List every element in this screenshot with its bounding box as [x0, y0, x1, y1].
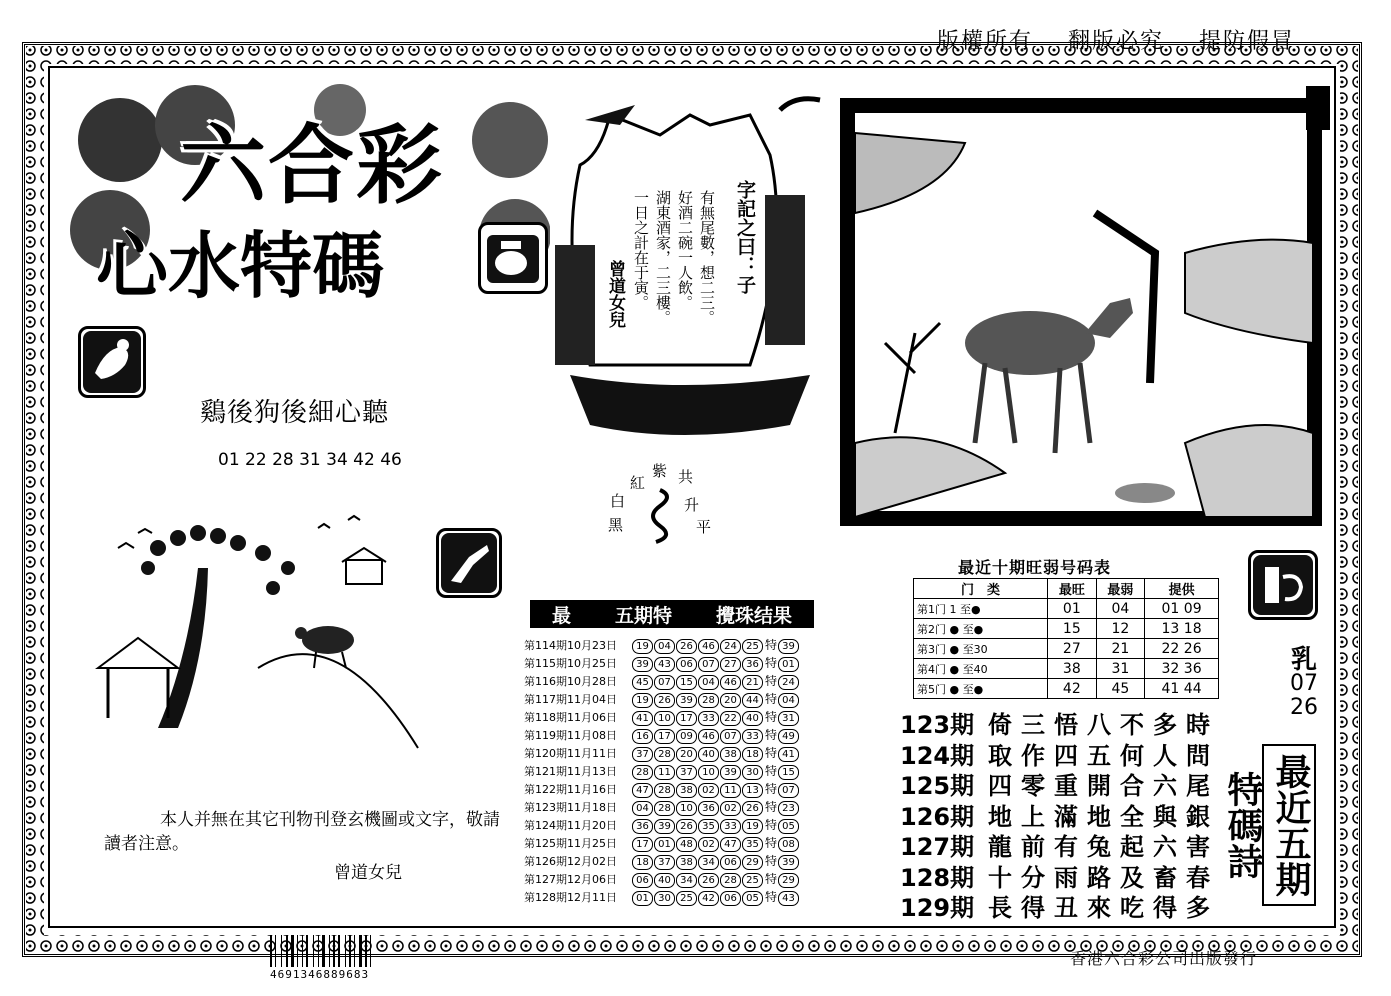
ball-number: 02 — [698, 783, 719, 798]
poem-period: 123期 — [900, 711, 975, 739]
ball-number: 19 — [742, 819, 763, 834]
special-label: 特 — [765, 872, 778, 886]
special-number: 29 — [778, 873, 799, 888]
ball-number: 46 — [720, 675, 741, 690]
table-row — [524, 870, 816, 888]
balls-cell — [632, 690, 816, 708]
barcode-bar — [354, 935, 355, 967]
balls-cell — [632, 654, 816, 672]
ten-header-hot: 最旺 — [1048, 579, 1097, 599]
ball-number: 17 — [632, 837, 653, 852]
ball-number: 33 — [698, 711, 719, 726]
table-row — [914, 679, 1219, 699]
give-cell: 41 44 — [1145, 679, 1219, 699]
barcode-number: 4691346889683 — [270, 968, 370, 981]
table-row — [524, 708, 816, 726]
ball-number: 28 — [698, 693, 719, 708]
cold-cell: 21 — [1096, 639, 1145, 659]
notice-signature: 曾道女兒 — [334, 863, 402, 883]
ball-number: 05 — [742, 891, 763, 906]
barcode-bar — [349, 935, 351, 967]
table-row — [524, 690, 816, 708]
balls-cell — [632, 852, 816, 870]
balls-cell — [632, 870, 816, 888]
ship-signature: 曾道女兒 — [605, 260, 625, 328]
door-cell: 第5门 ● 至● — [914, 679, 1048, 699]
tree-landscape-illustration — [88, 508, 428, 758]
hot-cell: 01 — [1048, 599, 1097, 619]
ball-number: 06 — [676, 657, 697, 672]
hand-icon — [78, 326, 146, 398]
deer-illustration — [855, 113, 1313, 517]
barcode-bar — [302, 935, 303, 967]
ten-period-table — [913, 578, 1219, 699]
ball-number: 28 — [654, 783, 675, 798]
cold-cell: 45 — [1096, 679, 1145, 699]
poem-period: 128期 — [900, 863, 975, 892]
poem-verse: 龍前有兔起六害 — [988, 833, 1219, 861]
special-label: 特 — [765, 692, 778, 706]
ball-number: 26 — [676, 819, 697, 834]
ball-number: 39 — [720, 765, 741, 780]
ball-number: 06 — [720, 891, 741, 906]
ball-number: 26 — [654, 693, 675, 708]
barcode-bar — [281, 935, 282, 967]
ball-number: 42 — [698, 891, 719, 906]
ten-header-cold: 最弱 — [1096, 579, 1145, 599]
special-label: 特 — [765, 710, 778, 724]
title-main: 六合彩 — [180, 116, 444, 216]
ball-number: 25 — [742, 639, 763, 654]
special-label: 特 — [765, 836, 778, 850]
poem-verse: 取作四五何人問 — [988, 741, 1219, 770]
poem-verse: 倚三悟八不多時 — [988, 711, 1219, 739]
ball-number: 07 — [698, 657, 719, 672]
poem-verse: 十分雨路及畜春 — [988, 863, 1219, 892]
barcode-bar — [270, 935, 272, 967]
ball-number: 04 — [632, 801, 653, 816]
balls-cell — [632, 780, 816, 798]
ball-number: 39 — [676, 693, 697, 708]
results-heading-1: 最 — [551, 604, 571, 627]
results-heading-2: 五期特 — [614, 604, 672, 627]
period-cell: 第122期11月16日 — [524, 783, 617, 796]
table-row — [524, 726, 816, 744]
poem-verse: 長得丑來吃得多 — [988, 894, 1219, 922]
ship-line-2: 好酒二碗一人飲。 — [676, 190, 694, 310]
ball-number: 44 — [742, 693, 763, 708]
special-number: 39 — [778, 855, 799, 870]
ball-number: 38 — [720, 747, 741, 762]
special-number: 07 — [778, 783, 799, 798]
ball-number: 06 — [720, 855, 741, 870]
cold-cell: 04 — [1096, 599, 1145, 619]
ball-number: 04 — [654, 639, 675, 654]
ball-number: 18 — [632, 855, 653, 870]
barcode-bar — [297, 935, 298, 967]
ball-number: 36 — [632, 819, 653, 834]
give-cell: 01 09 — [1145, 599, 1219, 619]
ball-number: 47 — [720, 837, 741, 852]
door-cell: 第2门 ● 至● — [914, 619, 1048, 639]
ten-header-door: 门 类 — [914, 579, 1048, 599]
barcode-bar — [345, 935, 346, 967]
ball-number: 28 — [654, 801, 675, 816]
copyright-3: 提防假冒 — [1198, 29, 1295, 54]
ball-number: 18 — [742, 747, 763, 762]
barcode-bar — [333, 935, 335, 967]
special-number: 43 — [778, 891, 799, 906]
ball-number: 35 — [742, 837, 763, 852]
ship-line-3: 湖東酒家，二三樓。 — [654, 190, 672, 325]
barcode-bar — [313, 935, 314, 967]
table-row — [524, 636, 816, 654]
poem-period: 125期 — [900, 772, 975, 800]
ball-number: 47 — [632, 783, 653, 798]
ball-number: 11 — [720, 783, 741, 798]
barcode-bar — [338, 935, 340, 967]
poem-verse: 地上滿地全與銀 — [988, 802, 1219, 831]
snake-icon — [640, 486, 680, 546]
barcode-bar — [306, 935, 308, 967]
special-label: 特 — [765, 764, 778, 778]
table-row — [524, 798, 816, 816]
treasure-icon — [478, 222, 548, 294]
balls-cell — [632, 726, 816, 744]
poem-period: 127期 — [900, 833, 975, 861]
ship-sail-text — [565, 150, 775, 385]
period-cell: 第126期12月02日 — [524, 855, 617, 868]
period-cell: 第120期11月11日 — [524, 747, 617, 760]
special-number: 05 — [778, 819, 799, 834]
ball-number: 10 — [676, 801, 697, 816]
ball-number: 40 — [742, 711, 763, 726]
special-number: 08 — [778, 837, 799, 852]
ball-number: 02 — [698, 837, 719, 852]
table-row — [914, 599, 1219, 619]
ball-number: 17 — [654, 729, 675, 744]
barcode-bar — [318, 935, 319, 967]
ball-number: 37 — [654, 855, 675, 870]
ball-number: 19 — [632, 693, 653, 708]
special-number: 41 — [778, 747, 799, 762]
period-cell: 第121期11月13日 — [524, 765, 617, 778]
title-sub: 心水特碼 — [96, 224, 385, 308]
ball-number: 41 — [632, 711, 653, 726]
period-cell: 第124期11月20日 — [524, 819, 617, 832]
table-row — [524, 672, 816, 690]
ball-number: 34 — [676, 873, 697, 888]
color-rise: 升 — [684, 496, 700, 514]
ball-number: 06 — [632, 873, 653, 888]
ball-number: 28 — [720, 873, 741, 888]
ball-number: 07 — [720, 729, 741, 744]
special-number: 39 — [778, 639, 799, 654]
table-row — [524, 852, 816, 870]
special-number: 23 — [778, 801, 799, 816]
ball-number: 33 — [742, 729, 763, 744]
results-heading — [530, 600, 814, 628]
ball-number: 25 — [676, 891, 697, 906]
ball-number: 26 — [742, 801, 763, 816]
special-label: 特 — [765, 854, 778, 868]
corner-ornament — [1300, 86, 1334, 132]
poem-verse: 四零重開合六尾 — [988, 772, 1219, 800]
table-row — [524, 780, 816, 798]
period-cell: 第128期12月11日 — [524, 891, 617, 904]
poem-row — [900, 771, 1219, 802]
special-label: 特 — [765, 674, 778, 688]
ball-number: 19 — [632, 639, 653, 654]
barcode-bar — [291, 935, 294, 967]
table-row — [524, 816, 816, 834]
period-cell: 第115期10月25日 — [524, 657, 617, 670]
ball-number: 33 — [720, 819, 741, 834]
table-row — [524, 744, 816, 762]
ball-number: 28 — [654, 747, 675, 762]
ball-number: 39 — [654, 819, 675, 834]
ball-number: 09 — [676, 729, 697, 744]
color-white: 白 — [610, 492, 626, 510]
give-cell: 22 26 — [1145, 639, 1219, 659]
period-cell: 第127期12月06日 — [524, 873, 617, 886]
barcode-bar — [275, 935, 276, 967]
barcode-bar — [286, 935, 288, 967]
ball-number: 24 — [720, 639, 741, 654]
side-code-glyph: 乳 — [1290, 645, 1317, 675]
ball-number: 27 — [720, 657, 741, 672]
balls-cell — [632, 888, 816, 906]
ball-number: 43 — [654, 657, 675, 672]
ball-number: 21 — [742, 675, 763, 690]
ball-number: 02 — [720, 801, 741, 816]
ball-number: 36 — [742, 657, 763, 672]
poem-period: 124期 — [900, 741, 975, 770]
hot-cell: 15 — [1048, 619, 1097, 639]
copyright-1: 版權所有 — [936, 29, 1033, 54]
table-row — [914, 659, 1219, 679]
door-cell: 第3门 ● 至30 — [914, 639, 1048, 659]
special-number: 31 — [778, 711, 799, 726]
special-number: 04 — [778, 693, 799, 708]
barcode-bar — [370, 935, 371, 967]
poem-period: 129期 — [900, 894, 975, 922]
ten-table-title: 最近十期旺弱号码表 — [958, 558, 1112, 577]
ball-number: 01 — [654, 837, 675, 852]
period-cell: 第118期11月06日 — [524, 711, 617, 724]
poem-row — [900, 741, 1219, 772]
special-label: 特 — [765, 818, 778, 832]
table-row — [524, 762, 816, 780]
special-number: 01 — [778, 657, 799, 672]
poem-row — [900, 802, 1219, 833]
deer-picture — [840, 98, 1322, 526]
table-row — [524, 834, 816, 852]
ball-number: 29 — [742, 855, 763, 870]
color-red: 紅 — [630, 474, 646, 492]
ship-line-1: 有無尾數，想二三。 — [698, 190, 716, 325]
ball-number: 38 — [676, 855, 697, 870]
ball-number: 36 — [698, 801, 719, 816]
pointing-hand-icon — [436, 528, 502, 598]
special-label: 特 — [765, 728, 778, 742]
special-number: 15 — [778, 765, 799, 780]
ball-number: 46 — [698, 729, 719, 744]
side-code — [1284, 645, 1324, 720]
barcode-bar — [365, 935, 367, 967]
notice — [104, 808, 504, 856]
special-label: 特 — [765, 890, 778, 904]
ball-number: 30 — [654, 891, 675, 906]
poem-list — [900, 710, 1219, 924]
ship-heading: 字記之曰：子 — [734, 180, 756, 294]
hot-cell: 38 — [1048, 659, 1097, 679]
period-cell: 第116期10月28日 — [524, 675, 617, 688]
ball-number: 25 — [742, 873, 763, 888]
side-title: 最近五期特碼詩 — [1262, 744, 1316, 906]
ball-number: 26 — [676, 639, 697, 654]
ball-number: 34 — [698, 855, 719, 870]
ball-number: 15 — [676, 675, 697, 690]
ball-number: 35 — [698, 819, 719, 834]
barcode-bar — [329, 935, 330, 967]
special-label: 特 — [765, 638, 778, 652]
ball-number: 46 — [698, 639, 719, 654]
side-code-1: 07 — [1290, 671, 1318, 696]
period-cell: 第125期11月25日 — [524, 837, 617, 850]
poem-row — [900, 893, 1219, 924]
ball-number: 39 — [632, 657, 653, 672]
hot-cell: 27 — [1048, 639, 1097, 659]
copyright-2: 翻版必究 — [1067, 29, 1164, 54]
table-row — [524, 654, 816, 672]
ball-number: 20 — [676, 747, 697, 762]
special-label: 特 — [765, 656, 778, 670]
special-label: 特 — [765, 782, 778, 796]
balls-cell — [632, 762, 816, 780]
special-number: 24 — [778, 675, 799, 690]
ball-number: 28 — [632, 765, 653, 780]
hot-cell: 42 — [1048, 679, 1097, 699]
ball-number: 13 — [742, 783, 763, 798]
ball-number: 10 — [698, 765, 719, 780]
ball-number: 38 — [676, 783, 697, 798]
door-cell: 第1门 1 至● — [914, 599, 1048, 619]
ball-number: 10 — [654, 711, 675, 726]
balls-cell — [632, 834, 816, 852]
balls-cell — [632, 744, 816, 762]
poem-row — [900, 710, 1219, 741]
ball-number: 48 — [676, 837, 697, 852]
ball-number: 40 — [698, 747, 719, 762]
door-cell: 第4门 ● 至40 — [914, 659, 1048, 679]
ball-number: 37 — [632, 747, 653, 762]
publisher: 香港六合彩公司出版發行 — [1070, 949, 1258, 968]
balls-cell — [632, 816, 816, 834]
ten-header-give: 提供 — [1145, 579, 1219, 599]
ball-number: 37 — [676, 765, 697, 780]
results-heading-3: 攪珠结果 — [715, 604, 792, 627]
ball-number: 11 — [654, 765, 675, 780]
balls-cell — [632, 798, 816, 816]
hand-gesture-icon — [1248, 550, 1318, 620]
balls-cell — [632, 708, 816, 726]
ship-line-4: 一日之計在于寅。 — [632, 190, 650, 310]
cold-cell: 12 — [1096, 619, 1145, 639]
barcode-bar — [359, 935, 362, 967]
special-label: 特 — [765, 800, 778, 814]
color-black: 黑 — [608, 516, 624, 534]
ball-number: 20 — [720, 693, 741, 708]
period-cell: 第117期11月04日 — [524, 693, 617, 706]
ball-number: 26 — [698, 873, 719, 888]
ball-number: 07 — [654, 675, 675, 690]
ball-number: 17 — [676, 711, 697, 726]
ball-number: 04 — [698, 675, 719, 690]
poem-period: 126期 — [900, 802, 975, 831]
ball-number: 40 — [654, 873, 675, 888]
results-table — [524, 636, 816, 906]
period-cell: 第123期11月18日 — [524, 801, 617, 814]
table-row — [524, 888, 816, 906]
give-cell: 13 18 — [1145, 619, 1219, 639]
balls-cell — [632, 636, 816, 654]
barcode-bar — [322, 935, 325, 967]
hint-text: 鷄後狗後細心聽 — [200, 398, 390, 428]
color-flat: 平 — [696, 518, 712, 536]
ball-number: 30 — [742, 765, 763, 780]
poem-row — [900, 863, 1219, 894]
ball-number: 22 — [720, 711, 741, 726]
special-number: 49 — [778, 729, 799, 744]
notice-text: 本人并無在其它刊物刊登玄機圖或文字，敬請讀者注意。 — [104, 810, 500, 854]
ball-number: 45 — [632, 675, 653, 690]
copyright-notice — [911, 24, 1295, 55]
color-purple: 紫 — [652, 462, 668, 480]
ball-number: 01 — [632, 891, 653, 906]
poem-row — [900, 832, 1219, 863]
color-hint — [600, 460, 720, 550]
balls-cell — [632, 672, 816, 690]
ball-number: 16 — [632, 729, 653, 744]
side-code-2: 26 — [1290, 695, 1318, 720]
cold-cell: 31 — [1096, 659, 1145, 679]
color-share: 共 — [678, 468, 694, 486]
table-row — [914, 639, 1219, 659]
period-cell: 第119期11月08日 — [524, 729, 617, 742]
hint-numbers: 01 22 28 31 34 42 46 — [218, 450, 402, 470]
special-label: 特 — [765, 746, 778, 760]
give-cell: 32 36 — [1145, 659, 1219, 679]
period-cell: 第114期10月23日 — [524, 639, 617, 652]
table-row — [914, 619, 1219, 639]
